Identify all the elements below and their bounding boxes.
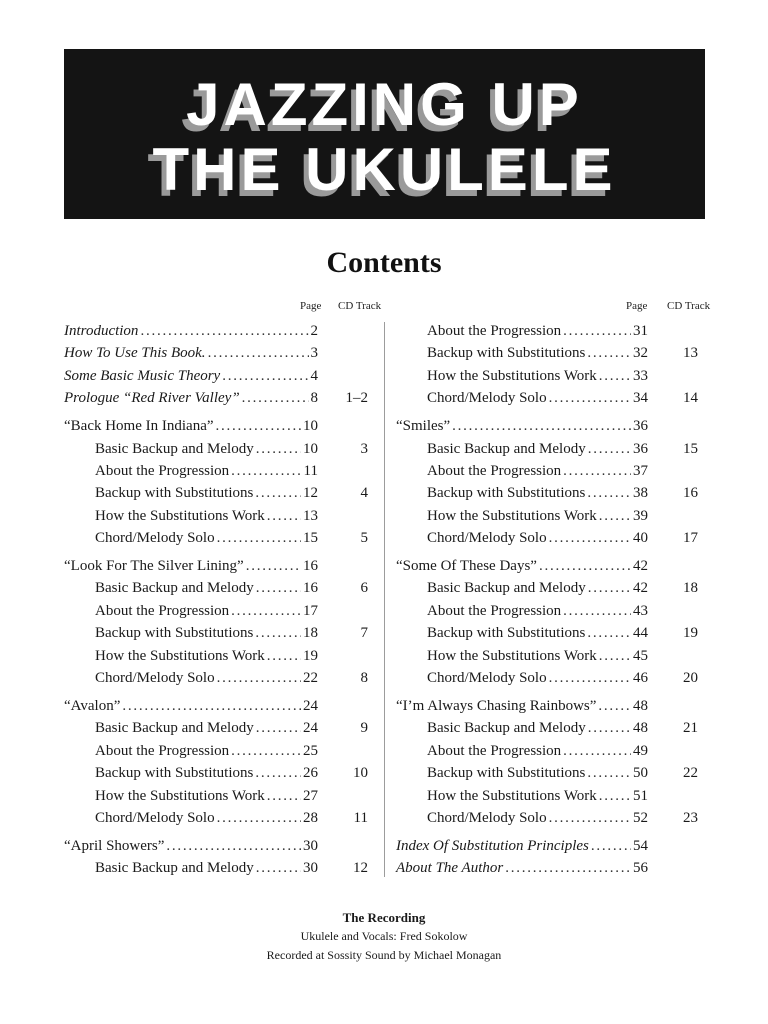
toc-entry-line [396,482,648,504]
leader-dots [231,740,301,762]
entry-title: How the Substitutions Work [95,507,265,524]
entry-title: How To Use This Book. [64,345,206,362]
recording-credits [0,909,768,965]
leader-dots [587,342,631,364]
page-number: 49 [633,742,648,759]
toc-entry-line [64,527,318,549]
cd-track-number: 10 [353,765,368,782]
page-number: 13 [303,507,318,524]
page-number: 38 [633,485,648,502]
entry-title: About the Progression [95,742,230,759]
leader-dots [549,527,631,549]
leader-dots [242,387,309,409]
entry-title: “Smiles” [396,418,451,435]
entry-title: How the Substitutions Work [427,367,597,384]
page-number: 40 [633,530,648,547]
toc-entry-line [64,740,318,762]
cd-track-number: 11 [353,809,368,826]
page-number: 26 [303,765,318,782]
leader-dots [599,505,631,527]
toc-subentry [396,527,726,549]
entry-title: About the Progression [95,602,230,619]
page-number: 27 [303,787,318,804]
page-number: 3 [310,345,318,362]
toc-entry-line [396,527,648,549]
cd-track-header: CD Track [338,300,382,312]
entry-title: Basic Backup and Melody [427,720,586,737]
leader-dots [588,577,631,599]
entry-title: About The Author [396,860,504,877]
toc-subentry [396,667,726,689]
page-number: 46 [633,670,648,687]
toc-subentry [64,667,386,689]
toc-entry-line [396,460,648,482]
entry-title: Backup with Substitutions [427,765,586,782]
cd-track-number: 1–2 [345,390,368,407]
entry-title: “Look For The Silver Lining” [64,558,244,575]
page-number: 12 [303,485,318,502]
toc-subentry [396,645,726,667]
recording-title: The Recording [342,910,426,925]
leader-dots [255,622,301,644]
toc-entry [396,555,726,577]
entry-title: Backup with Substitutions [427,345,586,362]
leader-dots [549,387,631,409]
column-headers [64,296,386,320]
page-number: 42 [633,558,648,575]
page-number: 30 [303,860,318,877]
toc-subentry [396,577,726,599]
page-number: 56 [633,860,648,877]
leader-dots [216,415,301,437]
page-number: 34 [633,390,648,407]
leader-dots [140,320,308,342]
toc-entry-line [64,460,318,482]
toc-entry-line [396,555,648,577]
toc-entry-line [396,622,648,644]
page-number: 33 [633,367,648,384]
page-number: 31 [633,323,648,339]
page-number: 30 [303,837,318,854]
cd-track-number: 18 [683,580,698,597]
toc-subentry [64,505,386,527]
toc-subentry [396,365,726,387]
leader-dots [563,320,631,342]
toc-entry-line [396,600,648,622]
cd-track-number: 16 [683,485,698,502]
entry-title: Basic Backup and Melody [427,580,586,597]
toc-subentry [396,387,726,409]
cd-track-number: 9 [360,720,368,737]
toc-subentry [64,622,386,644]
page-number: 11 [303,462,318,479]
cd-track-number: 15 [683,440,698,457]
page-number: 43 [633,602,648,619]
page-number: 16 [303,558,318,575]
toc-subentry [64,438,386,460]
leader-dots [563,600,631,622]
leader-dots [588,438,631,460]
entry-title: About the Progression [427,742,562,759]
entry-title: Prologue “Red River Valley” [64,390,240,407]
toc-entry-line [396,505,648,527]
toc-subentry [64,762,386,784]
page-number: 28 [303,809,318,826]
toc-subentry [64,600,386,622]
page-number: 2 [310,323,318,339]
title-banner [64,49,705,219]
page-number: 37 [633,462,648,479]
page-number: 48 [633,720,648,737]
cd-track-number: 20 [683,670,698,687]
entry-title: Backup with Substitutions [95,485,254,502]
page-number: 32 [633,345,648,362]
toc-entry-line [64,667,318,689]
toc-entry [64,555,386,577]
cd-track-number: 8 [360,670,368,687]
entry-title: Chord/Melody Solo [95,809,215,826]
toc-subentry [64,857,386,879]
page-number: 54 [633,837,648,854]
leader-dots [587,622,631,644]
toc-subentry [64,645,386,667]
leader-dots [231,600,301,622]
toc-entry-line [64,577,318,599]
toc-subentry [396,717,726,739]
toc-subentry [64,785,386,807]
entry-title: Index Of Substitution Principles [396,837,589,854]
toc-subentry [396,342,726,364]
page-number: 15 [303,530,318,547]
leader-dots [539,555,631,577]
entry-title: About the Progression [427,462,562,479]
toc-subentry [64,527,386,549]
toc-entry-line [396,857,648,879]
toc-entry [64,415,386,437]
toc-entry-line [64,505,318,527]
cd-track-number: 12 [353,860,368,877]
entry-title: “I’m Always Chasing Rainbows” [396,698,597,715]
toc-entry-line [64,415,318,437]
cd-track-number: 4 [360,485,368,502]
toc-entry [396,695,726,717]
cd-track-number: 23 [683,809,698,826]
toc-left-rows [64,320,386,880]
page-number: 50 [633,765,648,782]
leader-dots [267,645,301,667]
leader-dots [599,785,631,807]
toc-entry-line [396,415,648,437]
leader-dots [452,415,631,437]
page-number: 17 [303,602,318,619]
page-number: 51 [633,787,648,804]
toc-entry-line [64,320,318,342]
cd-track-number: 22 [683,765,698,782]
entry-title: Chord/Melody Solo [427,530,547,547]
leader-dots [217,667,301,689]
toc-entry-line [64,622,318,644]
column-divider [384,322,385,877]
toc-entry-line [396,835,648,857]
toc-entry [64,342,386,364]
page-number: 19 [303,647,318,664]
toc-entry-line [64,807,318,829]
page-number: 24 [303,720,318,737]
toc-subentry [396,438,726,460]
toc-entry [64,365,386,387]
toc-entry-line [396,438,648,460]
entry-title: How the Substitutions Work [427,647,597,664]
leader-dots [231,460,301,482]
entry-title: How the Substitutions Work [95,787,265,804]
leader-dots [587,762,631,784]
toc-entry-line [64,387,318,409]
toc-subentry [64,460,386,482]
toc-entry-line [64,342,318,364]
leader-dots [166,835,301,857]
toc-right-rows [396,320,726,880]
entry-title: Basic Backup and Melody [95,580,254,597]
leader-dots [563,740,631,762]
toc-entry-line [64,835,318,857]
page-number: 22 [303,670,318,687]
toc-entry-line [64,857,318,879]
leader-dots [549,807,631,829]
leader-dots [599,645,631,667]
toc-subentry [64,717,386,739]
page-title: Contents [326,246,442,279]
toc-subentry [64,807,386,829]
page-number: 4 [310,367,318,384]
toc-subentry [396,505,726,527]
cd-track-number: 6 [360,580,368,597]
page-number: 36 [633,418,648,435]
entry-title: Chord/Melody Solo [427,390,547,407]
toc-subentry [396,460,726,482]
entry-title: About the Progression [95,462,230,479]
toc-entry-line [396,387,648,409]
entry-title: Backup with Substitutions [95,765,254,782]
leader-dots [122,695,301,717]
cd-track-header: CD Track [667,300,711,312]
column-headers [396,296,726,320]
toc-entry-line [396,695,648,717]
toc-entry-line [396,807,648,829]
toc-entry-line [396,320,648,342]
entry-title: “Some Of These Days” [396,558,537,575]
entry-title: About the Progression [427,602,562,619]
entry-title: Basic Backup and Melody [427,440,586,457]
page-number: 52 [633,809,648,826]
toc-entry-line [396,740,648,762]
toc-left-column [64,296,386,880]
toc-entry-line [64,482,318,504]
page-number: 45 [633,647,648,664]
toc-subentry [396,320,726,342]
leader-dots [549,667,631,689]
cd-track-number: 17 [683,530,698,547]
entry-title: Chord/Melody Solo [427,809,547,826]
toc-entry [396,857,726,879]
leader-dots [246,555,301,577]
leader-dots [256,438,301,460]
page-number: 36 [633,440,648,457]
page-number: 18 [303,625,318,642]
entry-title: Chord/Melody Solo [95,670,215,687]
page-number: 24 [303,698,318,715]
toc-entry [396,835,726,857]
toc-entry-line [64,762,318,784]
entry-title: Backup with Substitutions [427,485,586,502]
toc-right-column [396,296,726,880]
toc-entry [64,695,386,717]
entry-title: How the Substitutions Work [427,787,597,804]
page-number: 48 [633,698,648,715]
leader-dots [267,785,301,807]
entry-title: Basic Backup and Melody [95,860,254,877]
leader-dots [256,717,301,739]
toc-subentry [64,577,386,599]
toc-subentry [396,740,726,762]
toc-entry [396,415,726,437]
leader-dots [591,835,631,857]
toc-subentry [64,740,386,762]
entry-title: Backup with Substitutions [427,625,586,642]
entry-title: Introduction [64,323,139,339]
leader-dots [599,365,631,387]
toc-entry-line [396,762,648,784]
entry-title: Chord/Melody Solo [427,670,547,687]
page-number: 10 [303,418,318,435]
cd-track-number: 3 [360,440,368,457]
cd-track-number: 13 [683,345,698,362]
toc-subentry [396,807,726,829]
toc-entry-line [396,717,648,739]
toc-entry-line [396,342,648,364]
toc-subentry [64,482,386,504]
page-number: 25 [303,742,318,759]
cd-track-number: 14 [683,390,698,407]
banner-title-line-1: JAZZING UP [186,71,583,138]
page-header: Page [300,300,322,312]
leader-dots [563,460,631,482]
toc-subentry [396,600,726,622]
toc-entry-line [64,785,318,807]
cd-track-number: 7 [360,625,368,642]
page-header: Page [626,300,648,312]
leader-dots [587,482,631,504]
toc-entry-line [396,667,648,689]
toc-entry-line [396,785,648,807]
toc-entry-line [64,695,318,717]
leader-dots [255,762,301,784]
page-number: 39 [633,507,648,524]
toc-entry-line [64,645,318,667]
entry-title: Basic Backup and Melody [95,720,254,737]
toc-entry [64,320,386,342]
page-number: 44 [633,625,648,642]
entry-title: Chord/Melody Solo [95,530,215,547]
toc-entry-line [64,600,318,622]
recording-performer: Ukulele and Vocals: Fred Sokolow [300,929,468,943]
entry-title: How the Substitutions Work [427,507,597,524]
entry-title: Some Basic Music Theory [64,367,221,384]
leader-dots [222,365,308,387]
entry-title: Backup with Substitutions [95,625,254,642]
page-number: 10 [303,440,318,457]
leader-dots [208,342,309,364]
toc-entry-line [396,645,648,667]
toc-entry-line [396,365,648,387]
leader-dots [217,807,301,829]
entry-title: “April Showers” [64,837,165,854]
toc-subentry [396,622,726,644]
leader-dots [217,527,301,549]
entry-title: “Avalon” [64,698,121,715]
entry-title: About the Progression [427,323,562,339]
page-number: 16 [303,580,318,597]
leader-dots [267,505,301,527]
toc-entry [64,387,386,409]
toc-subentry [396,762,726,784]
cd-track-number: 19 [683,625,698,642]
recording-studio: Recorded at Sossity Sound by Michael Monagan [266,948,502,962]
banner-title-line-2: THE UKULELE [152,136,617,203]
leader-dots [588,717,631,739]
leader-dots [256,857,301,879]
toc-entry-line [64,555,318,577]
entry-title: “Back Home In Indiana” [64,418,214,435]
leader-dots [256,577,301,599]
page-number: 42 [633,580,648,597]
leader-dots [255,482,301,504]
toc-subentry [396,482,726,504]
leader-dots [598,695,631,717]
cd-track-number: 5 [360,530,368,547]
toc-entry-line [64,438,318,460]
toc-entry-line [64,717,318,739]
entry-title: How the Substitutions Work [95,647,265,664]
leader-dots [505,857,631,879]
toc-entry-line [396,577,648,599]
cd-track-number: 21 [683,720,698,737]
toc-entry [64,835,386,857]
page-number: 8 [310,390,318,407]
toc-entry-line [64,365,318,387]
toc-subentry [396,785,726,807]
entry-title: Basic Backup and Melody [95,440,254,457]
